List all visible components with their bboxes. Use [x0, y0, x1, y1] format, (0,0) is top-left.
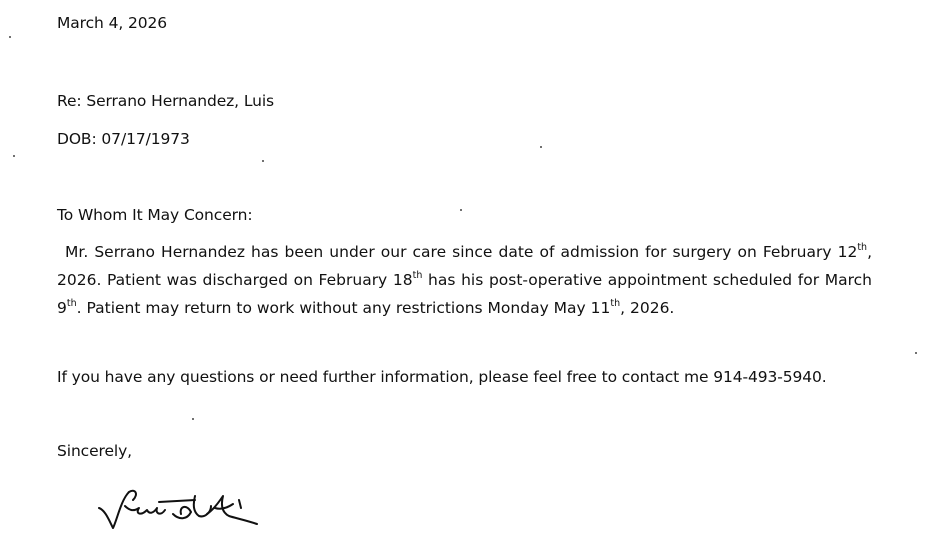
scan-speck	[262, 160, 264, 162]
body-text-1: Mr. Serrano Hernandez has been under our care since date of admission for surgery on February 12	[65, 243, 858, 261]
body-paragraph	[57, 238, 872, 322]
ordinal-suffix: th	[610, 298, 621, 309]
body-text-2: , 2026. Patient was discharged on February 18	[57, 243, 872, 289]
scan-speck	[192, 418, 194, 420]
ordinal-suffix: th	[66, 298, 77, 309]
ordinal-suffix: th	[412, 270, 423, 281]
ordinal-suffix: th	[857, 242, 868, 253]
scan-speck	[540, 146, 542, 148]
body-text-5: , 2026.	[620, 299, 675, 317]
scan-speck	[915, 352, 917, 354]
contact-line: If you have any questions or need further information, please feel free to contact me 914-493-5940.	[57, 368, 827, 386]
signature-image	[95, 480, 265, 533]
scan-speck	[460, 209, 462, 211]
body-text-3: has his post-operative appointment scheduled for March 9	[57, 271, 873, 317]
scan-speck	[13, 155, 15, 157]
re-line: Re: Serrano Hernandez, Luis	[57, 92, 275, 110]
letter-date: March 4, 2026	[57, 14, 168, 32]
salutation: To Whom It May Concern:	[57, 206, 253, 224]
dob-line: DOB: 07/17/1973	[57, 130, 190, 148]
body-text-4: . Patient may return to work without any restrictions Monday May 11	[76, 299, 611, 317]
scan-speck	[9, 36, 11, 38]
closing: Sincerely,	[57, 442, 133, 460]
